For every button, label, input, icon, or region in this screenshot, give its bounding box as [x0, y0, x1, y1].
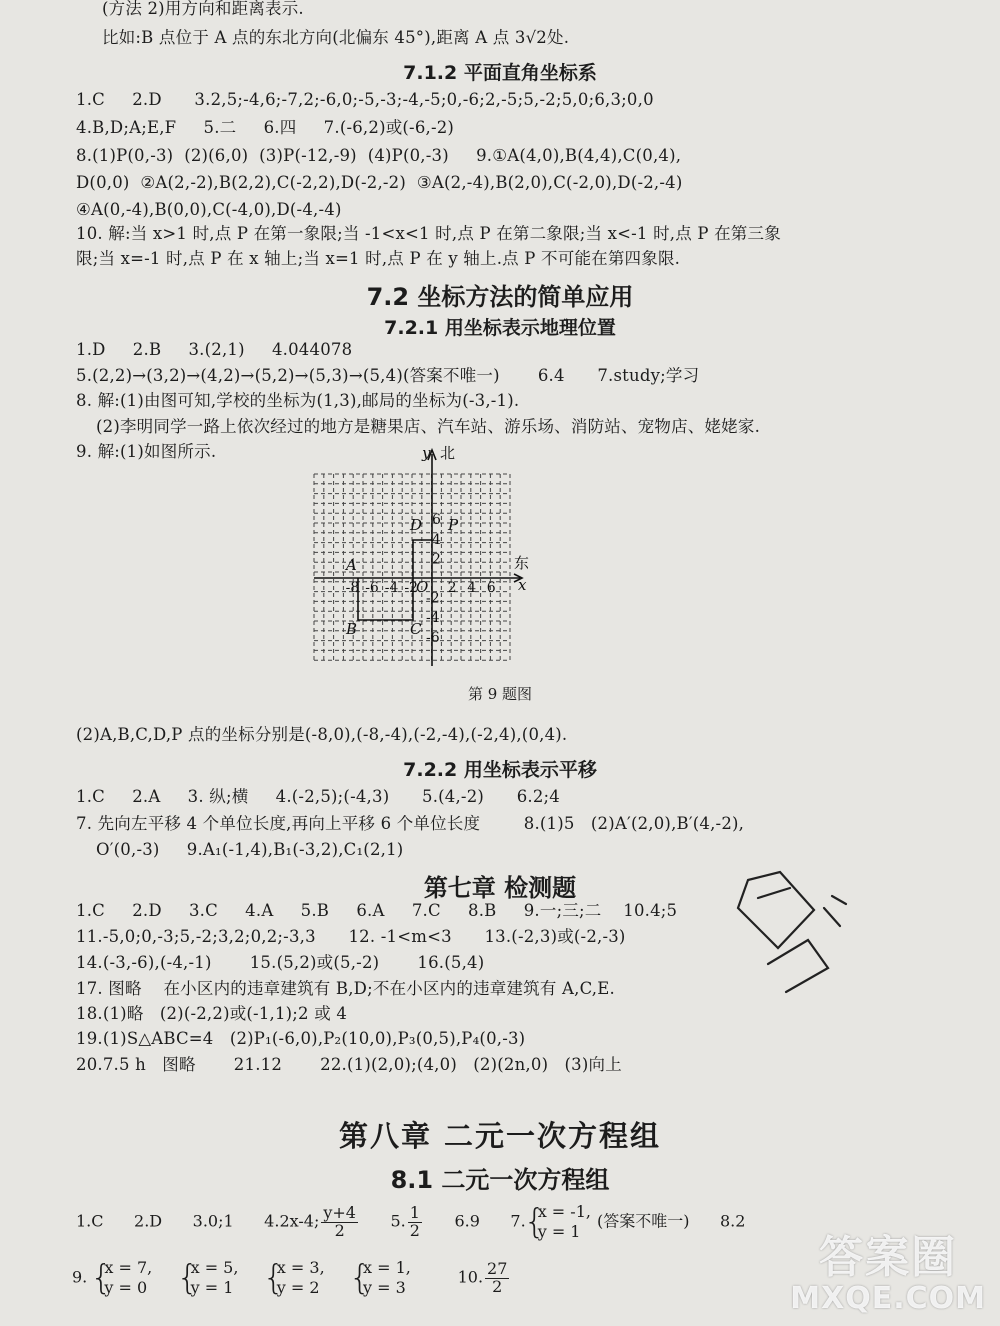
equation-system: { x = 1, y = 3 — [351, 1258, 411, 1298]
answer-line: 10. 解:当 x>1 时,点 P 在第一象限;当 -1<x<1 时,点 P 在第二象限;当 x<-1 时,点 P 在第三象 — [76, 224, 781, 243]
answer-line: 14.(-3,-6),(-4,-1) 15.(5,2)或(5,-2) 16.(5,4) — [76, 953, 485, 972]
answer-q5: 5. — [390, 1211, 406, 1231]
section-title-722: 7.2.2 用坐标表示平移 — [403, 759, 597, 781]
answer-q10: 10. — [457, 1267, 484, 1287]
x-tick-label: 4 — [467, 580, 477, 596]
answer-q7: 7. — [510, 1211, 526, 1231]
section-title-721: 7.2.1 用坐标表示地理位置 — [384, 317, 616, 339]
y-tick-label: 6 — [432, 512, 441, 529]
answer-row-81-2 — [72, 1258, 511, 1298]
point-label-p: P — [448, 516, 459, 534]
handwritten-scribble — [728, 868, 858, 998]
answer-q8: 8.2 — [719, 1211, 746, 1231]
y-tick-label: 2 — [432, 551, 441, 568]
answer-line: 8. 解:(1)由图可知,学校的坐标为(1,3),邮局的坐标为(-3,-1). — [76, 391, 520, 410]
y-tick-label: -2 — [426, 590, 440, 607]
intro-line-1: (方法 2)用方向和距离表示. — [102, 0, 304, 18]
x-tick-label: -6 — [365, 580, 379, 596]
fraction: $\frac{27}{2}$ — [487, 1258, 508, 1296]
answer-line: D(0,0) ②A(2,-2),B(2,2),C(-2,2),D(-2,-2) ③A(2,-4),B(2,0),C(-2,0),D(-2,-4) — [76, 173, 683, 192]
x-tick-label: 2 — [447, 580, 457, 596]
x-axis-label: x — [518, 576, 527, 594]
east-label: 东 — [514, 554, 530, 572]
answer-row-81-1 — [76, 1202, 745, 1242]
answer-line: 9. 解:(1)如图所示. — [76, 442, 217, 461]
answer-line: 8.(1)P(0,-3) (2)(6,0) (3)P(-12,-9) (4)P(0,-3) 9.①A(4,0),B(4,4),C(0,4), — [76, 146, 682, 165]
fraction: $\frac{1}{2}$ — [409, 1202, 420, 1240]
x-tick-label: -8 — [345, 580, 360, 596]
y-tick-label: -6 — [426, 629, 440, 646]
answer-line: O′(0,-3) 9.A₁(-1,4),B₁(-3,2),C₁(2,1) — [96, 840, 404, 859]
answer-q3: 3.0;1 — [192, 1211, 234, 1231]
y-tick-label: 4 — [432, 531, 441, 548]
answer-line: 17. 图略 在小区内的违章建筑有 B,D;不在小区内的违章建筑有 A,C,E. — [76, 979, 615, 998]
y-axis-label: y — [422, 444, 431, 462]
chapter7-test-title: 第七章 检测题 — [423, 874, 577, 902]
equation-system: { x = -1, y = 1 — [526, 1202, 591, 1242]
x-tick-label: 6 — [486, 580, 496, 596]
section-title-81: 8.1 二元一次方程组 — [390, 1166, 610, 1194]
x-tick-label: -4 — [384, 580, 399, 596]
watermark-logo: 答案圈 — [819, 1232, 958, 1283]
section-title-712: 7.1.2 平面直角坐标系 — [403, 62, 597, 84]
answer-line: 4.B,D;A;E,F 5.二 6.四 7.(-6,2)或(-6,-2) — [76, 118, 455, 137]
fraction: $\frac{y+4}{2}$ — [323, 1202, 356, 1240]
answer-line: ④A(0,-4),B(0,0),C(-4,0),D(-4,-4) — [76, 200, 342, 219]
equation-system: { x = 3, y = 2 — [265, 1258, 325, 1298]
intro-line-2: 比如:B 点位于 A 点的东北方向(北偏东 45°),距离 A 点 3√2处. — [102, 28, 570, 47]
origin-label: O — [416, 578, 429, 596]
watermark-url: MXQE.COM — [790, 1281, 986, 1316]
answer-line: 1.C 2.D 3.2,5;-4,6;-7,2;-6,0;-5,-3;-4,-5;0,-6;2,-5;5,-2;5,0;6,3;0,0 — [76, 90, 654, 109]
answer-q9: 9. — [72, 1267, 88, 1287]
answer-line: 19.(1)S△ABC=4 (2)P₁(-6,0),P₂(10,0),P₃(0,5),P₄(0,-3) — [76, 1029, 526, 1048]
answer-line: 20.7.5 h 图略 21.12 22.(1)(2,0);(4,0) (2)(2n,0) (3)向上 — [76, 1055, 622, 1074]
answer-line: 5.(2,2)→(3,2)→(4,2)→(5,2)→(5,3)→(5,4)(答案不唯一) 6.4 7.study;学习 — [76, 366, 700, 385]
point-label-d: D — [410, 516, 423, 534]
answer-line: 1.C 2.A 3. 纵;横 4.(-2,5);(-4,3) 5.(4,-2) 6.2;4 — [76, 787, 560, 806]
answer-line: (2)李明同学一路上依次经过的地方是糖果店、汽车站、游乐场、消防站、宠物店、姥姥家. — [96, 417, 761, 436]
point-label-a: A — [346, 556, 357, 574]
answer-q6: 6.9 — [454, 1211, 480, 1231]
point-label-b: B — [346, 620, 358, 638]
answer-line: 11.-5,0;0,-3;5,-2;3,2;0,2;-3,3 12. -1<m<3 13.(-2,3)或(-2,-3) — [76, 927, 626, 946]
answer-line: 1.C 2.D 3.C 4.A 5.B 6.A 7.C 8.B 9.一;三;二 10.4;5 — [76, 901, 678, 920]
y-tick-label: -4 — [426, 610, 440, 627]
north-label: 北 — [440, 444, 456, 462]
answer-q4: 4.2x-4; — [264, 1211, 320, 1231]
coordinate-grid-figure — [300, 440, 540, 676]
answer-line: 7. 先向左平移 4 个单位长度,再向上平移 6 个单位长度 8.(1)5 (2)A′(2,0),B′(4,-2), — [76, 814, 745, 833]
equation-system: { x = 5, y = 1 — [179, 1258, 239, 1298]
equation-system: { x = 7, y = 0 — [92, 1258, 152, 1298]
answer-line: 1.D 2.B 3.(2,1) 4.044078 — [76, 340, 353, 359]
watermark — [790, 1221, 986, 1316]
answer-line: 限;当 x=-1 时,点 P 在 x 轴上;当 x=1 时,点 P 在 y 轴上.点 P 不可能在第四象限. — [76, 249, 681, 268]
answer-note: (答案不唯一) — [596, 1211, 690, 1231]
section-title-72: 7.2 坐标方法的简单应用 — [366, 283, 634, 311]
chapter8-title: 第八章 二元一次方程组 — [338, 1119, 662, 1153]
figure-caption: 第 9 题图 — [467, 685, 533, 703]
answer-line: (2)A,B,C,D,P 点的坐标分别是(-8,0),(-8,-4),(-2,-4),(-2,4),(0,4). — [76, 725, 568, 744]
answer-line: 18.(1)略 (2)(-2,2)或(-1,1);2 或 4 — [76, 1004, 348, 1023]
answer-q1: 1.C — [76, 1211, 104, 1231]
x-tick-label: -2 — [404, 580, 419, 596]
point-label-c: C — [410, 620, 422, 638]
answer-q2: 2.D — [134, 1211, 163, 1231]
